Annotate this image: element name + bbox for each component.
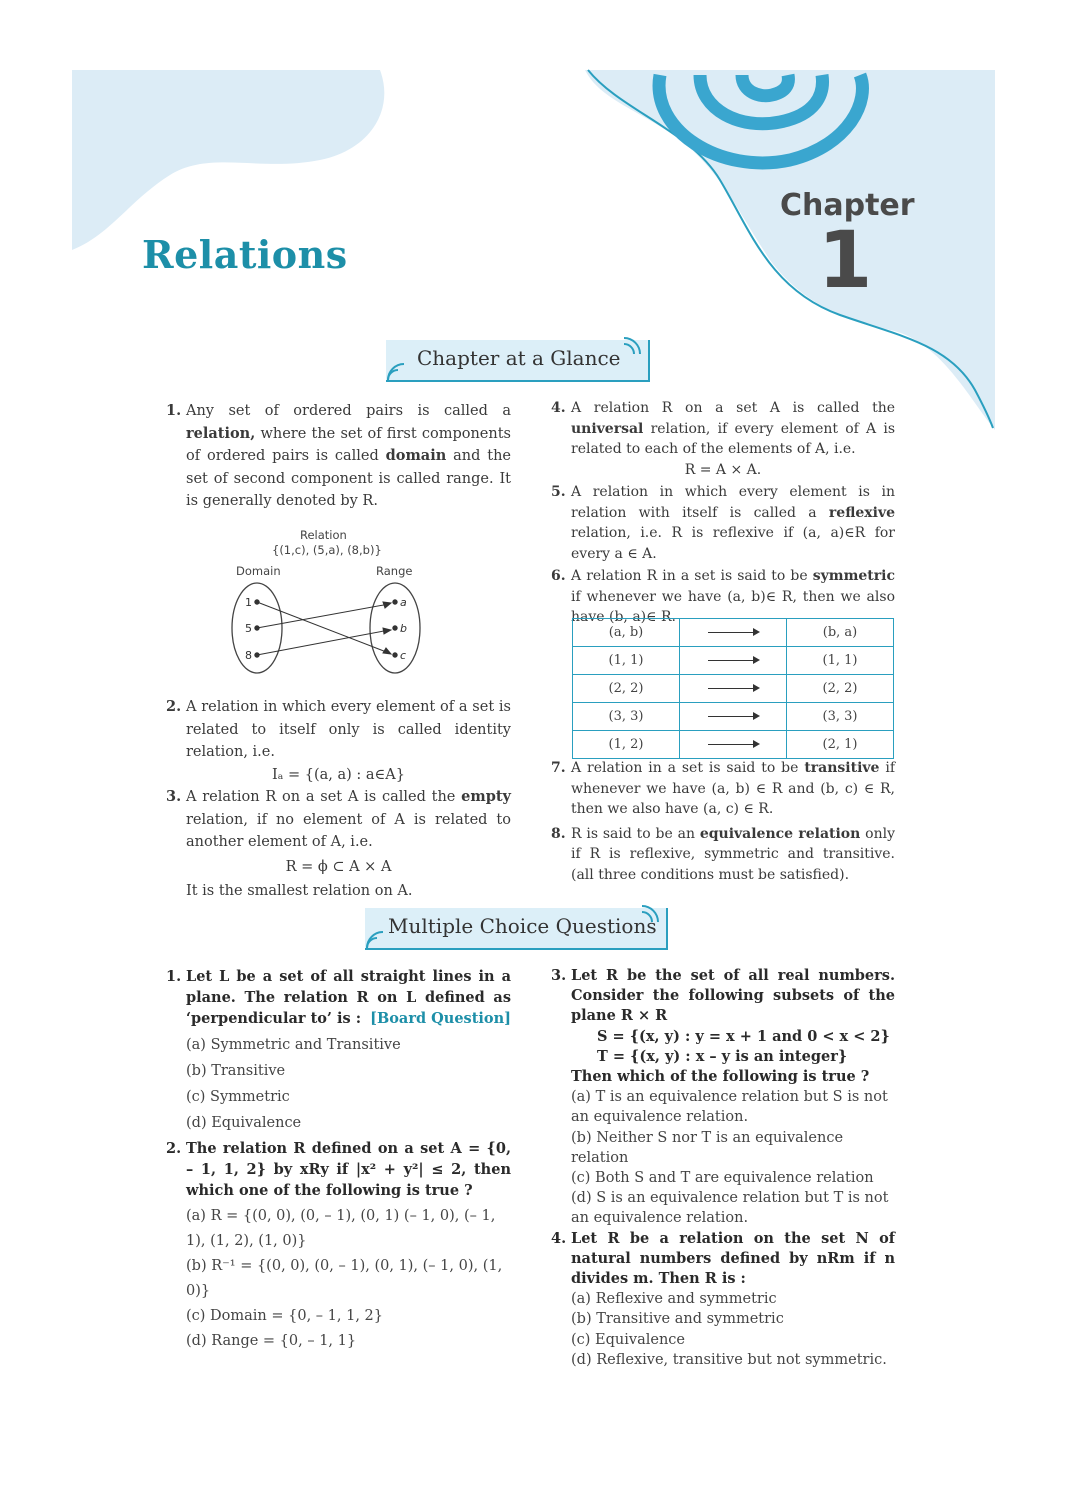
option[interactable]: (c) Equivalence (571, 1331, 685, 1348)
option[interactable]: (d) S is an equivalence relation but T is not an equivalence relation. (571, 1190, 889, 1227)
question-3-ask: Then which of the following is true ? (571, 1068, 870, 1086)
page-title: Relations (142, 232, 348, 277)
option[interactable]: (c) Domain = {0, – 1, 1, 2} (186, 1308, 384, 1324)
option[interactable]: (d) Reflexive, transitive but not symmetric. (571, 1351, 887, 1368)
table-row: (2, 2) (2, 2) (573, 675, 894, 703)
wifi-icon (386, 360, 406, 382)
set-s: S = {(x, y) : y = x + 1 and 0 < x < 2} (597, 1027, 890, 1045)
arrow-icon (708, 744, 758, 745)
diagram-pairs: {(1,c), (5,a), (8,b)} (272, 543, 382, 557)
option[interactable]: (c) Symmetric (186, 1089, 290, 1105)
option[interactable]: (a) R = {(0, 0), (0, – 1), (0, 1) (– 1, 0), (– 1, 1), (1, 2), (1, 0)} (186, 1208, 496, 1249)
glance-item-8: 8. R is said to be an equivalence relation only if R is reflexive, symmetric and transitive. (all three conditions must be satisfied). (551, 825, 895, 883)
symmetric-table (572, 618, 894, 759)
glance-item-1: 1. Any set of ordered pairs is called a relation, where the set of first components of ordered pairs is called domain and the set of second component is called range. It is generally denoted by R. (166, 402, 512, 509)
domain-element: 5 (245, 622, 252, 635)
option[interactable]: (b) R⁻¹ = {(0, 0), (0, – 1), (0, 1), (– 1, 0), (1, 0)} (186, 1258, 503, 1299)
glance-item-2: 2. A relation in which every element of a set is related to itself only is called identity relation, i.e. (166, 698, 511, 760)
glance-item-5: 5. A relation in which every element is in relation with itself is called a reflexive relation, i.e. R is reflexive if (a, a)∈R for every a ∈ A. (551, 484, 895, 562)
option[interactable]: (b) Transitive and symmetric (571, 1311, 784, 1328)
mcq-heading: Multiple Choice Questions (388, 914, 657, 938)
glance-left-column-2 (166, 696, 511, 903)
table-row: (1, 1) (1, 1) (573, 647, 894, 675)
domain-label: Domain (236, 564, 281, 578)
glance-item-3: 3. A relation R on a set A is called the empty relation, if no element of A is related to another element of A, i.e. (166, 788, 511, 850)
chapter-label: Chapter (780, 188, 915, 223)
chapter-number: 1 (818, 216, 873, 306)
empty-formula: R = ϕ ⊂ A × A (285, 858, 392, 875)
relation-diagram (225, 580, 430, 680)
arrow-icon (708, 688, 758, 689)
arrow-icon (708, 660, 758, 661)
question-4: 4. Let R be a relation on the set N of natural numbers defined by nRm if n divides m. Then R is : (551, 1229, 895, 1288)
glance-item-6: 6. A relation R in a set is said to be symmetric if whenever we have (a, b)∈ R, then we also have (b, a)∈ R. (551, 568, 895, 625)
option[interactable]: (b) Transitive (186, 1063, 286, 1079)
universal-formula: R = A × A. (684, 461, 762, 478)
option[interactable]: (a) T is an equivalence relation but S is not an equivalence relation. (571, 1089, 888, 1126)
option[interactable]: (d) Equivalence (186, 1115, 302, 1131)
glance-left-column (166, 400, 511, 513)
glance-right-column (551, 398, 895, 628)
board-question-tag: [Board Question] (370, 1010, 511, 1027)
wifi-icon (365, 928, 385, 950)
table-row: (a, b) (b, a) (573, 619, 894, 647)
mcq-right-column (551, 966, 895, 1370)
diagram-title: Relation (300, 528, 347, 542)
option[interactable]: (a) Reflexive and symmetric (571, 1291, 777, 1308)
glance-heading: Chapter at a Glance (417, 346, 621, 370)
top-left-blob (72, 70, 384, 250)
question-3: 3. Let R be the set of all real numbers. Consider the following subsets of the plane R × R (551, 967, 895, 1025)
option[interactable]: (c) Both S and T are equivalence relation (571, 1170, 874, 1187)
question-2: 2. The relation R defined on a set A = {0, – 1, 1, 2} by xRy if |x² + y²| ≤ 2, then which one of the following is true ? (166, 1140, 511, 1199)
table-row: (1, 2) (2, 1) (573, 731, 894, 759)
identity-formula: Iₐ = {(a, a) : a∈A} (272, 766, 405, 783)
wifi-icon (622, 336, 644, 356)
table-row: (3, 3) (3, 3) (573, 703, 894, 731)
range-element: b (400, 622, 407, 635)
glance-item-4: 4. A relation R on a set A is called the universal relation, if every element of A is related to each of the elements of A, i.e. (551, 400, 895, 457)
domain-element: 1 (245, 596, 252, 609)
set-t: T = {(x, y) : x – y is an integer} (597, 1047, 848, 1065)
domain-element: 8 (245, 649, 252, 662)
range-label: Range (376, 564, 413, 578)
range-element: c (400, 649, 407, 662)
option[interactable]: (d) Range = {0, – 1, 1} (186, 1333, 357, 1349)
arrow-icon (708, 716, 758, 717)
option[interactable]: (a) Symmetric and Transitive (186, 1037, 401, 1053)
option[interactable]: (b) Neither S nor T is an equivalence relation (571, 1129, 844, 1166)
glance-right-column-2 (551, 758, 895, 885)
mcq-left-column (166, 966, 511, 1354)
glance-item-7: 7. A relation in a set is said to be transitive if whenever we have (a, b) ∈ R and (b, c) ∈ R, then we also have (a, c) ∈ R. (551, 760, 895, 817)
empty-note: It is the smallest relation on A. (186, 883, 413, 899)
question-1: 1. Let L be a set of all straight lines in a plane. The relation R on L defined as ‘perpendicular to’ is : [Board Question] (166, 968, 511, 1027)
arrow-icon (708, 632, 758, 633)
range-element: a (400, 596, 407, 609)
